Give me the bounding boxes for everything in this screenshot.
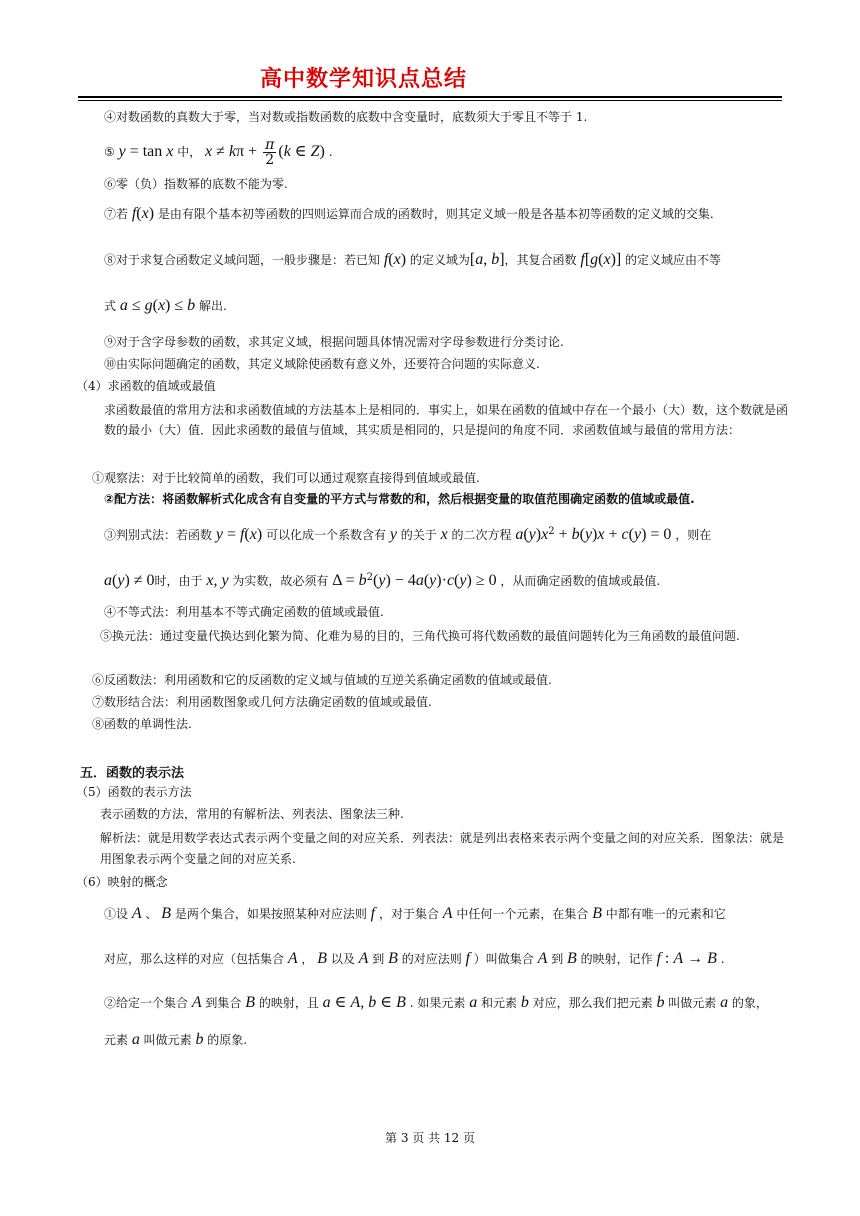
- range-intro: 求函数最值的常用方法和求函数值域的方法基本上是相同的．事实上，如果在函数的值域中存在一个最小（大）数，这个数就是函数的最小（大）值．因此求函数的最值与值域，其实质是相同的，只是提问的角度不同．求函数值域与最值的常用方法：: [104, 403, 789, 437]
- item-5-formula: y: [118, 143, 126, 160]
- item-7: ⑦若 f(x) 是由有限个基本初等函数的四则运算而合成的函数时，则其定义域一般是各基本初等函数的定义域的交集.: [104, 205, 714, 222]
- section-5-sub: （5）函数的表示方法: [76, 785, 192, 799]
- method-7: ⑦数形结合法：利用函数图象或几何方法确定函数的值域或最值.: [92, 695, 432, 709]
- page-header-title: 高中数学知识点总结: [260, 67, 468, 92]
- section-6-sub: （6）映射的概念: [76, 875, 168, 889]
- mapping-1-line2: 对应，那么这样的对应（包括集合 A ， B 以及 A 到 B 的对应法则 f ）叫做集合 A 到 B 的映射，记作 f : A → B .: [104, 950, 725, 967]
- header-rule-thin: [78, 100, 782, 101]
- item-5: ⑤ y = tan x 中， x ≠ kπ + $\frac{\pi}{2}$ (k ∈ Z) .: [104, 137, 333, 168]
- page-footer: 第 3 页 共 12 页: [385, 1131, 475, 1145]
- mapping-2-line2: 元素 a 叫做元素 b 的原象.: [104, 1031, 248, 1048]
- section-5-title: 五．函数的表示法: [80, 766, 185, 781]
- item-10: ⑩由实际问题确定的函数，其定义域除使函数有意义外，还要符合问题的实际意义.: [104, 357, 540, 371]
- item-5-prefix: ⑤: [104, 145, 115, 159]
- method-2: ②配方法：将函数解析式化成含有自变量的平方式与常数的和，然后根据变量的取值范围确定函数的值域或最值.: [104, 492, 695, 506]
- representation-methods: 表示函数的方法，常用的有解析法、列表法、图象法三种.: [100, 807, 404, 821]
- representation-details: 解析法：就是用数学表达式表示两个变量之间的对应关系．列表法：就是列出表格来表示两个变量之间的对应关系．图象法：就是用图象表示两个变量之间的对应关系.: [100, 831, 785, 866]
- method-6: ⑥反函数法：利用函数和它的反函数的定义域与值域的互逆关系确定函数的值域或最值.: [92, 673, 552, 687]
- item-8-line2: 式 a ≤ g(x) ≤ b 解出.: [104, 297, 227, 314]
- method-3-line2: a(y) ≠ 0时，由于 x, y 为实数，故必须有 $\Delta = b^2(y) - 4a(y)\cdot c(y) \ge 0$ ，从而确定函数的值域或最值.: [104, 572, 661, 589]
- method-3-line1: ③判别式法：若函数 y = f(x) 可以化成一个系数含有 y 的关于 x 的二次方程 $a(y)x^2 + b(y)x + c(y) = 0$ ，则在: [104, 526, 712, 543]
- item-8-line1: ⑧对于求复合函数定义域问题，一般步骤是：若已知 f(x) 的定义域为[a, b]，其复合函数 f[g(x)] 的定义域应由不等: [104, 251, 722, 268]
- header-rule-thick: [78, 96, 782, 98]
- method-1: ①观察法：对于比较简单的函数，我们可以通过观察直接得到值域或最值.: [92, 471, 480, 485]
- method-4: ④不等式法：利用基本不等式确定函数的值域或最值.: [104, 605, 384, 619]
- item-4: ④对数函数的真数大于零，当对数或指数函数的底数中含变量时，底数须大于零且不等于 1.: [104, 110, 588, 124]
- mapping-1-line1: ①设 A 、 B 是两个集合，如果按照某种对应法则 f ，对于集合 A 中任何一个元素，在集合 B 中都有唯一的元素和它: [104, 905, 726, 922]
- item-6: ⑥零（负）指数幂的底数不能为零.: [104, 177, 288, 191]
- method-8: ⑧函数的单调性法.: [92, 717, 192, 731]
- method-5: ⑤换元法：通过变量代换达到化繁为简、化难为易的目的，三角代换可将代数函数的最值问题转化为三角函数的最值问题.: [100, 629, 740, 643]
- item-9: ⑨对于含字母参数的函数，求其定义域，根据问题具体情况需对字母参数进行分类讨论.: [104, 335, 564, 349]
- section-4-heading: （4）求函数的值域或最值: [76, 379, 216, 393]
- mapping-2-line1: ②给定一个集合 A 到集合 B 的映射，且 a ∈ A, b ∈ B . 如果元素 a 和元素 b 对应，那么我们把元素 b 叫做元素 a 的象，: [104, 994, 768, 1011]
